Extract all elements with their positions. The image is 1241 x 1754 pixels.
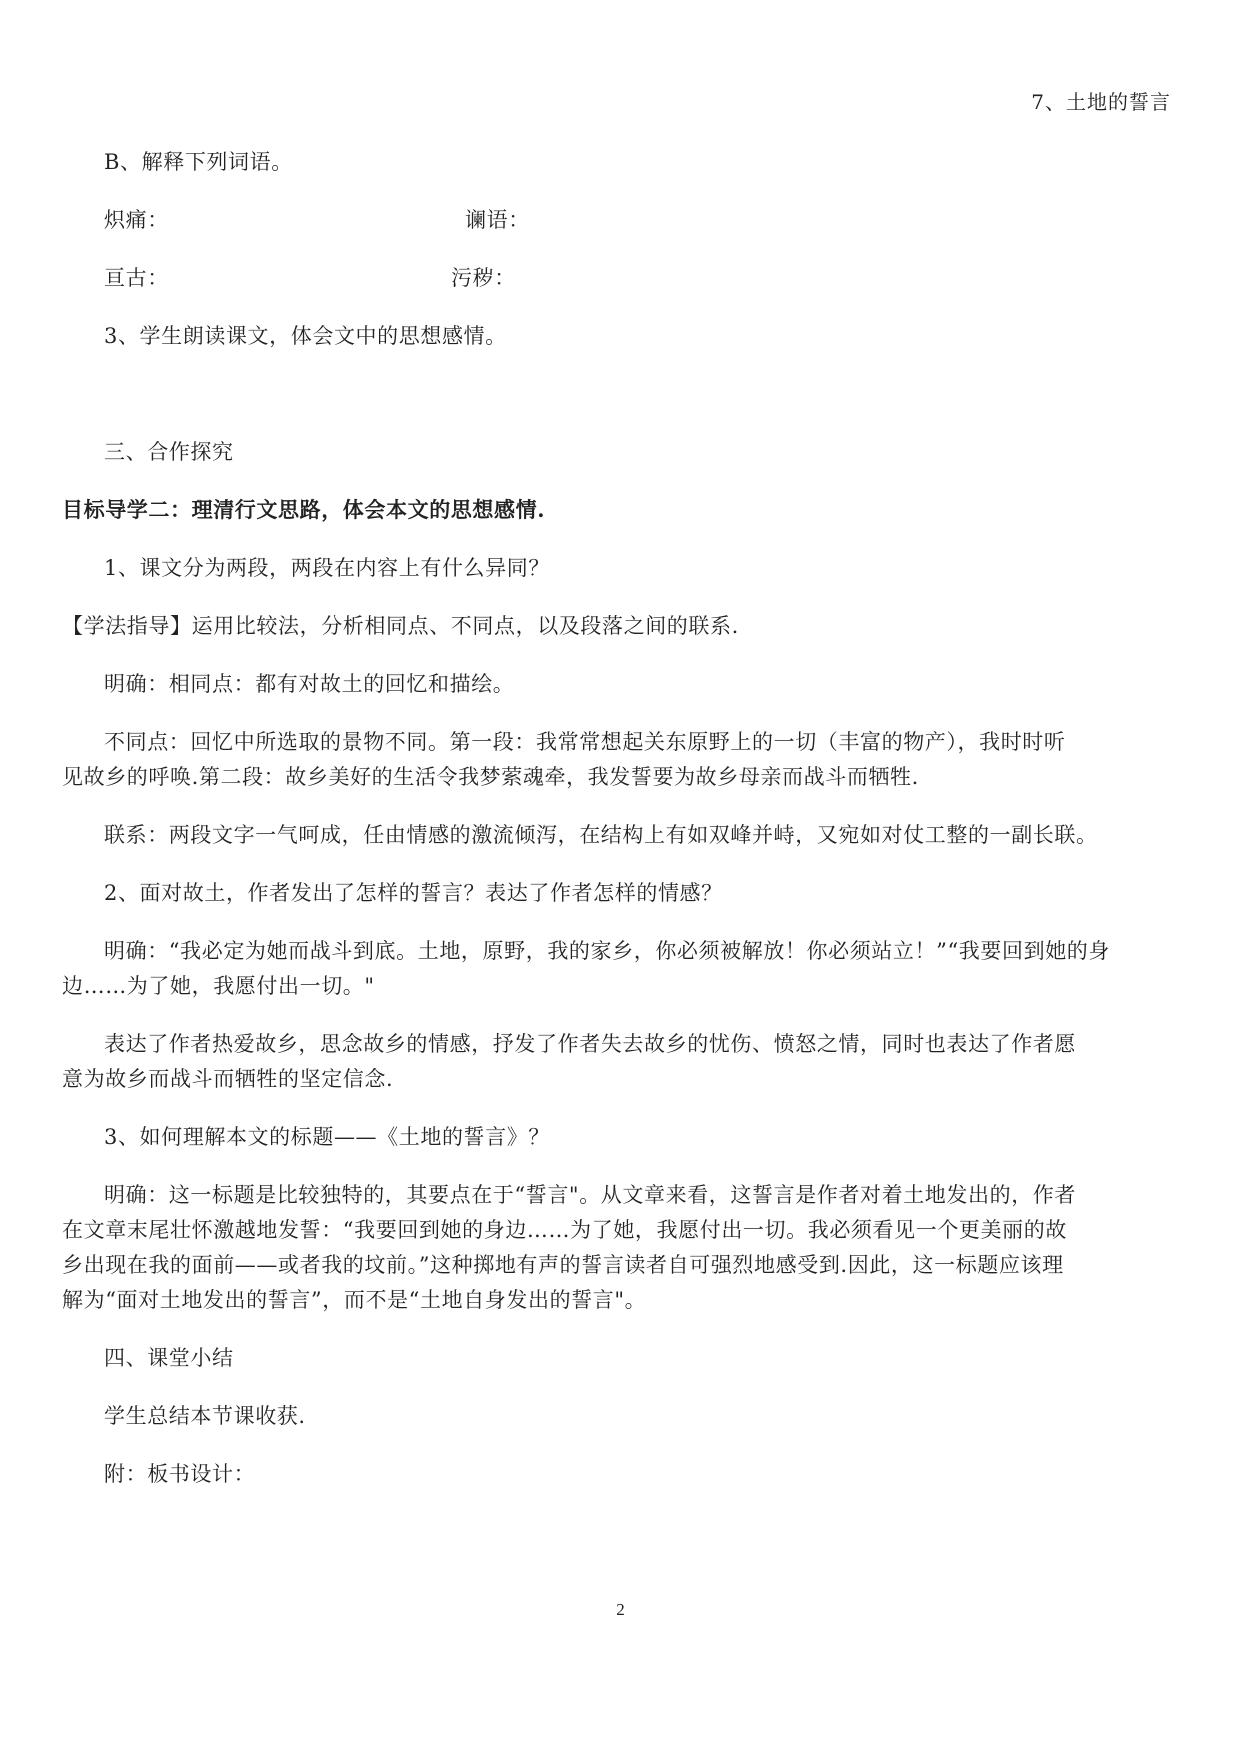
answer-3-line-4: 解为“面对土地发出的誓言”，而不是“土地自身发出的誓言"。: [62, 1288, 647, 1312]
question-2: 2、面对故土，作者发出了怎样的誓言？表达了作者怎样的情感？: [104, 881, 723, 905]
answer-1-difference-line-2: 见故乡的呼唤.第二段：故乡美好的生活令我梦萦魂牵，我发誓要为故乡母亲而战斗而牺牲.: [62, 765, 919, 789]
answer-2-emotion-line-2: 意为故乡而战斗而牺牲的坚定信念.: [62, 1067, 394, 1091]
answer-2-line-1: 明确：“我必定为她而战斗到底。土地，原野，我的家乡，你必须被解放！你必须站立！”“我要回到她的身: [104, 939, 1111, 963]
method-guide: 【学法指导】运用比较法，分析相同点、不同点，以及段落之间的联系.: [62, 614, 739, 638]
question-3: 3、如何理解本文的标题——《土地的誓言》？: [104, 1125, 550, 1149]
answer-3-line-1: 明确：这一标题是比较独特的，其要点在于“誓言"。从文章来看，这誓言是作者对着土地发出的，作者: [104, 1183, 1076, 1207]
answer-2-emotion-line-1: 表达了作者热爱故乡，思念故乡的情感，抒发了作者失去故乡的忧伤、愤怒之情，同时也表达了作者愿: [104, 1032, 1076, 1056]
vocab-term-2: 谰语：: [465, 208, 530, 232]
vocab-term-3: 亘古：: [104, 266, 169, 290]
answer-1-similarity: 明确：相同点：都有对故土的回忆和描绘。: [104, 672, 515, 696]
answer-2-line-2: 边……为了她，我愿付出一切。": [62, 974, 375, 998]
section-heading-3: 三、合作探究: [104, 440, 234, 464]
vocab-term-4: 污秽：: [451, 266, 516, 290]
vocab-term-1: 炽痛：: [104, 208, 169, 232]
running-header: 7、土地的誓言: [1031, 90, 1171, 114]
answer-1-connection: 联系：两段文字一气呵成，任由情感的激流倾泻，在结构上有如双峰并峙，又宛如对仗工整的一副长联。: [104, 823, 1098, 847]
answer-3-line-3: 乡出现在我的面前——或者我的坟前。”这种掷地有声的誓言读者自可强烈地感受到.因此，这一标题应该理: [62, 1253, 1064, 1277]
section-heading-4: 四、课堂小结: [104, 1346, 234, 1370]
question-1: 1、课文分为两段，两段在内容上有什么异同？: [104, 556, 550, 580]
learning-goal-2: 目标导学二：理清行文思路，体会本文的思想感情.: [62, 497, 546, 522]
answer-1-difference-line-1: 不同点：回忆中所选取的景物不同。第一段：我常常想起关东原野上的一切（丰富的物产），我时时听: [104, 730, 1066, 754]
answer-3-line-2: 在文章末尾壮怀激越地发誓：“我要回到她的身边……为了她，我愿付出一切。我必须看见一个更美丽的故: [62, 1218, 1067, 1242]
page-number: 2: [616, 1600, 625, 1619]
board-design-label: 附：板书设计：: [104, 1462, 256, 1486]
class-summary: 学生总结本节课收获.: [104, 1404, 306, 1428]
section-b-heading: B、解释下列词语。: [104, 150, 293, 174]
reading-task: 3、学生朗读课文，体会文中的思想感情。: [104, 324, 507, 348]
